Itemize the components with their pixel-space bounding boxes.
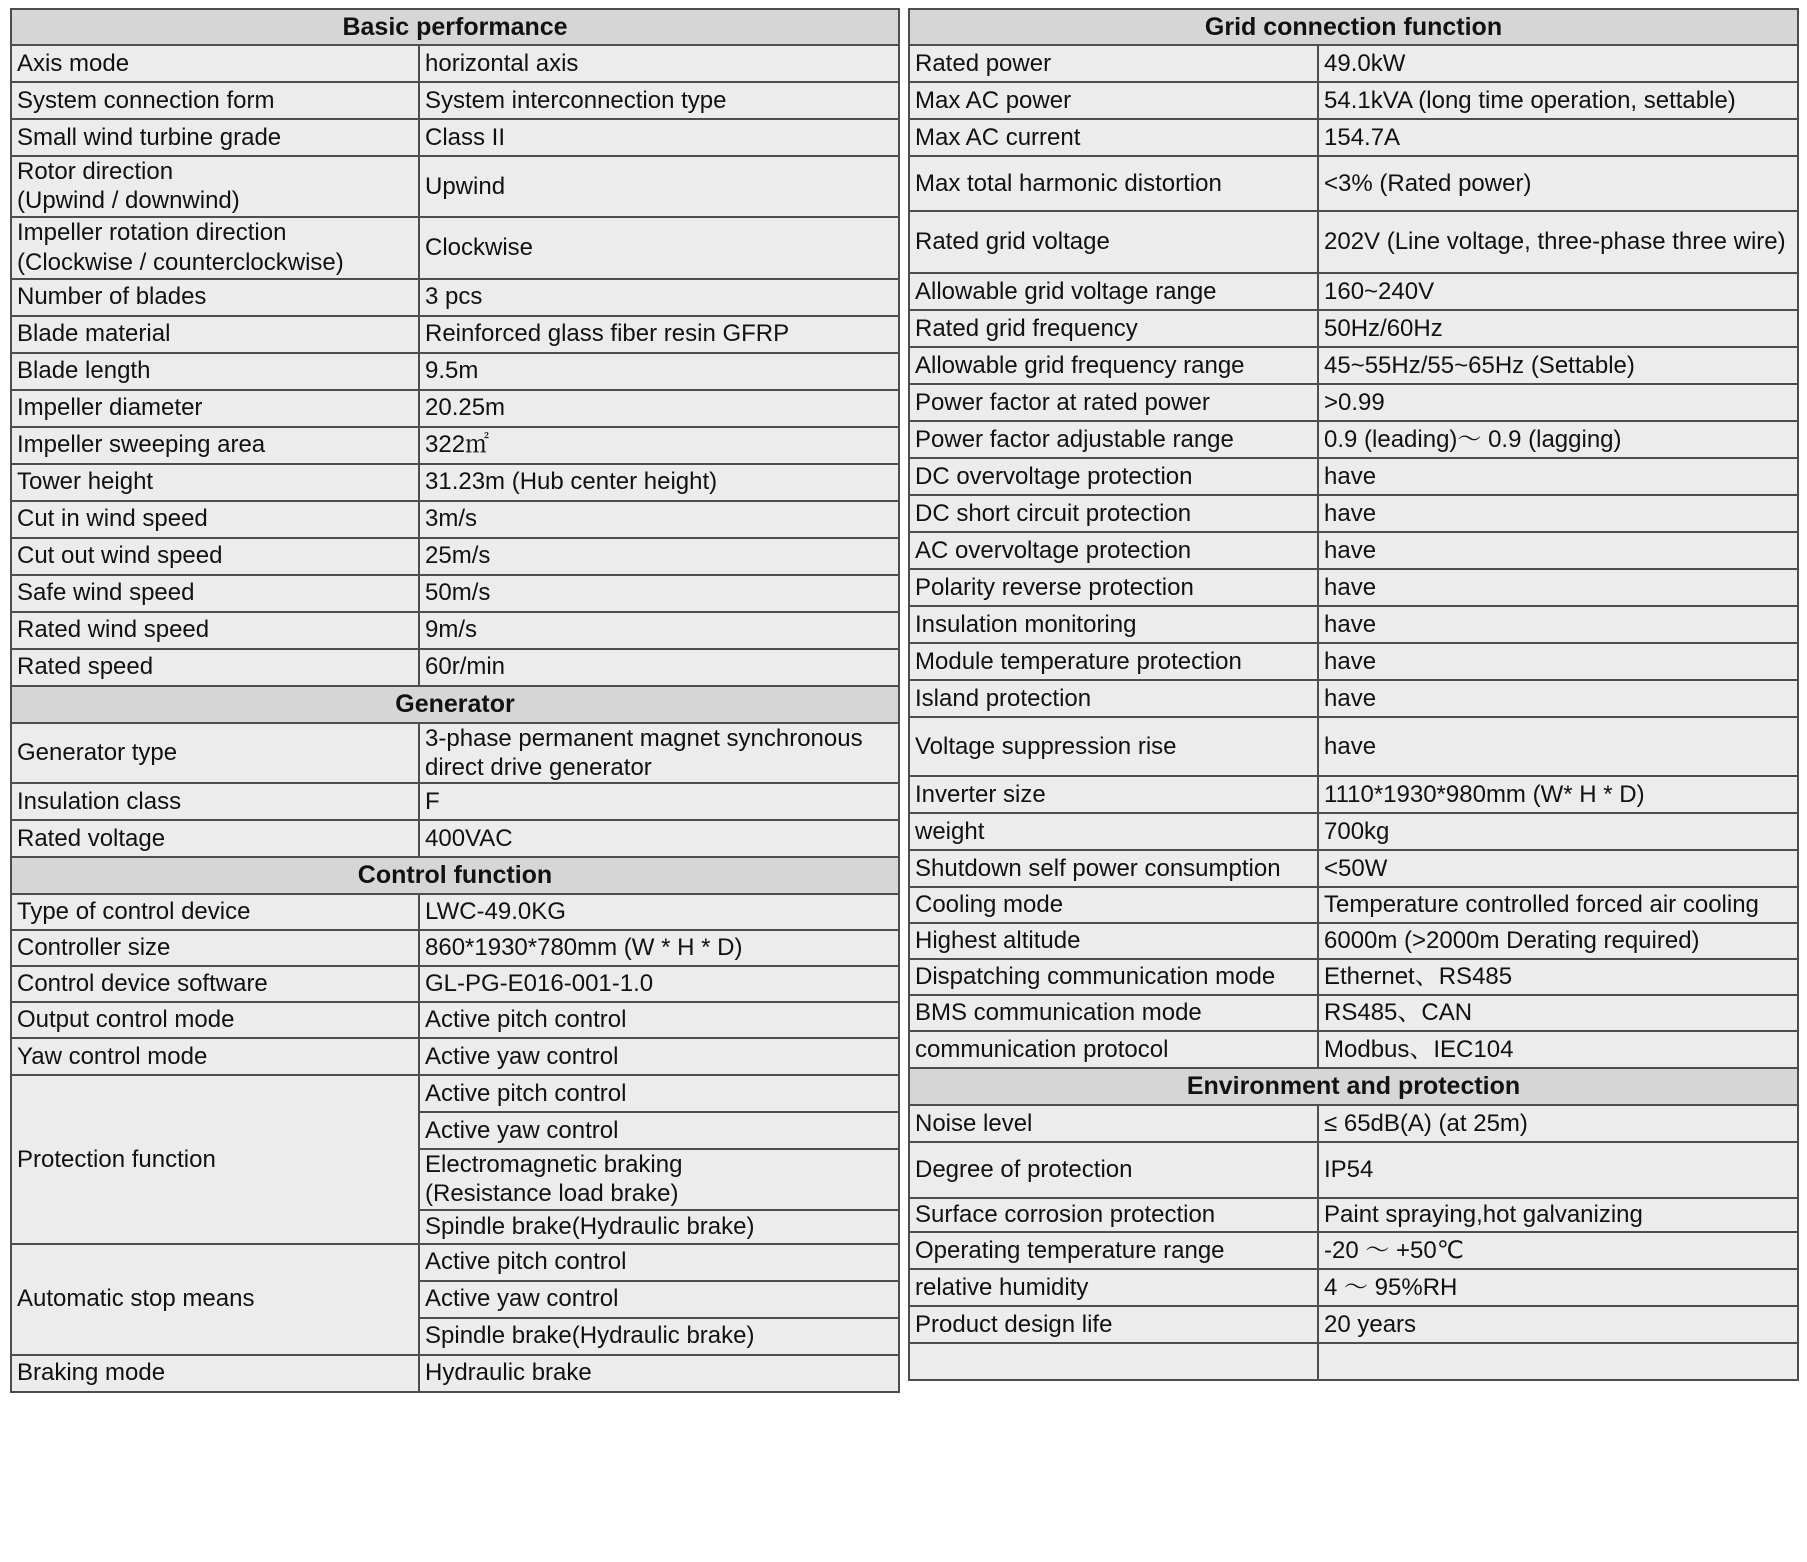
spec-label: BMS communication mode — [909, 995, 1318, 1031]
spec-value: 3 pcs — [419, 279, 899, 316]
spec-value: GL-PG-E016-001-1.0 — [419, 966, 899, 1002]
spec-label: Island protection — [909, 680, 1318, 717]
spec-value: 6000m (>2000m Derating required) — [1318, 923, 1798, 959]
spec-value: 202V (Line voltage, three-phase three wire) — [1318, 211, 1798, 273]
spec-label: Blade material — [11, 316, 419, 353]
spec-value: Active yaw control — [419, 1112, 899, 1149]
spec-label: Dispatching communication mode — [909, 959, 1318, 995]
spec-label-automatic-stop-means: Automatic stop means — [11, 1244, 419, 1355]
spec-value: have — [1318, 495, 1798, 532]
spec-label: Rated speed — [11, 649, 419, 686]
right-spec-table — [908, 8, 1799, 1381]
spec-value: IP54 — [1318, 1142, 1798, 1198]
spec-value: Active pitch control — [419, 1244, 899, 1281]
spec-value: have — [1318, 532, 1798, 569]
spec-value: Electromagnetic braking (Resistance load brake) — [419, 1149, 899, 1210]
spec-value: Class II — [419, 119, 899, 156]
spec-label: Cut out wind speed — [11, 538, 419, 575]
spec-value: Upwind — [419, 156, 899, 217]
spec-label: System connection form — [11, 82, 419, 119]
spec-label: communication protocol — [909, 1031, 1318, 1068]
spec-value: 60r/min — [419, 649, 899, 686]
spec-label: Tower height — [11, 464, 419, 501]
spec-label: Insulation monitoring — [909, 606, 1318, 643]
spec-label: Noise level — [909, 1105, 1318, 1142]
spec-label: Output control mode — [11, 1002, 419, 1038]
spec-label: Allowable grid voltage range — [909, 273, 1318, 310]
spec-value: ≤ 65dB(A) (at 25m) — [1318, 1105, 1798, 1142]
spec-value: 860*1930*780mm (W * H * D) — [419, 930, 899, 966]
spec-label: Highest altitude — [909, 923, 1318, 959]
spec-label: Type of control device — [11, 894, 419, 930]
section-title-control-function: Control function — [11, 857, 899, 894]
spec-value: 9.5m — [419, 353, 899, 390]
spec-value: have — [1318, 606, 1798, 643]
spec-label: DC short circuit protection — [909, 495, 1318, 532]
spec-value: Spindle brake(Hydraulic brake) — [419, 1210, 899, 1244]
spec-label: Impeller sweeping area — [11, 427, 419, 464]
spec-value: have — [1318, 643, 1798, 680]
spec-value: Hydraulic brake — [419, 1355, 899, 1392]
spec-value: 54.1kVA (long time operation, settable) — [1318, 82, 1798, 119]
spec-value: Temperature controlled forced air cooling — [1318, 887, 1798, 923]
spec-label: Controller size — [11, 930, 419, 966]
spec-label: Safe wind speed — [11, 575, 419, 612]
spec-label: Blade length — [11, 353, 419, 390]
spec-label: Braking mode — [11, 1355, 419, 1392]
spec-label: Voltage suppression rise — [909, 717, 1318, 776]
spec-label: Rated power — [909, 45, 1318, 82]
spec-label: Generator type — [11, 723, 419, 784]
spec-value: <3% (Rated power) — [1318, 156, 1798, 211]
section-title-generator: Generator — [11, 686, 899, 723]
spec-value: have — [1318, 680, 1798, 717]
spec-label: Inverter size — [909, 776, 1318, 813]
spec-value: System interconnection type — [419, 82, 899, 119]
spec-label-protection-function: Protection function — [11, 1075, 419, 1244]
spec-label: Rotor direction (Upwind / downwind) — [11, 156, 419, 217]
spec-value: 49.0kW — [1318, 45, 1798, 82]
spec-label: Insulation class — [11, 783, 419, 820]
spec-value: Modbus、IEC104 — [1318, 1031, 1798, 1068]
spec-value: 9m/s — [419, 612, 899, 649]
spec-value: 3-phase permanent magnet synchronous direct drive generator — [419, 723, 899, 784]
spec-label: weight — [909, 813, 1318, 850]
section-title-grid-connection: Grid connection function — [909, 9, 1798, 45]
spec-value: >0.99 — [1318, 384, 1798, 421]
spec-value: 322㎡ — [419, 427, 899, 464]
spec-value: 1110*1930*980mm (W* H * D) — [1318, 776, 1798, 813]
spec-value: 50m/s — [419, 575, 899, 612]
spec-label: Cooling mode — [909, 887, 1318, 923]
spec-label: AC overvoltage protection — [909, 532, 1318, 569]
spec-value: Reinforced glass fiber resin GFRP — [419, 316, 899, 353]
spec-label: Yaw control mode — [11, 1038, 419, 1075]
spec-value: 45~55Hz/55~65Hz (Settable) — [1318, 347, 1798, 384]
spec-label: Control device software — [11, 966, 419, 1002]
spec-label: Power factor at rated power — [909, 384, 1318, 421]
spec-value: RS485、CAN — [1318, 995, 1798, 1031]
spec-value: Active yaw control — [419, 1281, 899, 1318]
spec-label: Impeller rotation direction (Clockwise / counterclockwise) — [11, 217, 419, 279]
spec-label: Operating temperature range — [909, 1232, 1318, 1269]
spec-label: Impeller diameter — [11, 390, 419, 427]
spec-label: relative humidity — [909, 1269, 1318, 1306]
spec-value: have — [1318, 458, 1798, 495]
spec-value: Active pitch control — [419, 1002, 899, 1038]
spec-label: Rated wind speed — [11, 612, 419, 649]
spec-label: Rated grid frequency — [909, 310, 1318, 347]
spec-value: 154.7A — [1318, 119, 1798, 156]
spec-label: Cut in wind speed — [11, 501, 419, 538]
spec-value: have — [1318, 569, 1798, 606]
spec-label: DC overvoltage protection — [909, 458, 1318, 495]
spec-label: Polarity reverse protection — [909, 569, 1318, 606]
spec-label: Rated voltage — [11, 820, 419, 857]
spec-value: 20.25m — [419, 390, 899, 427]
spec-value: Active yaw control — [419, 1038, 899, 1075]
spec-label: Degree of protection — [909, 1142, 1318, 1198]
spec-label: Max AC power — [909, 82, 1318, 119]
spec-label: Product design life — [909, 1306, 1318, 1343]
spec-value: 25m/s — [419, 538, 899, 575]
spec-value: 50Hz/60Hz — [1318, 310, 1798, 347]
empty-cell — [1318, 1343, 1798, 1380]
spec-value: 0.9 (leading)～ 0.9 (lagging) — [1318, 421, 1798, 458]
spec-value: Ethernet、RS485 — [1318, 959, 1798, 995]
spec-label: Surface corrosion protection — [909, 1198, 1318, 1232]
spec-label: Module temperature protection — [909, 643, 1318, 680]
empty-cell — [909, 1343, 1318, 1380]
left-spec-table — [10, 8, 900, 1393]
spec-sheet — [10, 8, 1807, 1562]
spec-value: Active pitch control — [419, 1075, 899, 1112]
spec-value: -20 ～ +50℃ — [1318, 1232, 1798, 1269]
spec-value: 31.23m (Hub center height) — [419, 464, 899, 501]
spec-label: Allowable grid frequency range — [909, 347, 1318, 384]
spec-label: Shutdown self power consumption — [909, 850, 1318, 887]
spec-value: have — [1318, 717, 1798, 776]
spec-value: 160~240V — [1318, 273, 1798, 310]
section-title-environment: Environment and protection — [909, 1068, 1798, 1105]
spec-value: <50W — [1318, 850, 1798, 887]
spec-value: LWC-49.0KG — [419, 894, 899, 930]
spec-value: horizontal axis — [419, 45, 899, 82]
spec-label: Max total harmonic distortion — [909, 156, 1318, 211]
spec-value: Paint spraying,hot galvanizing — [1318, 1198, 1798, 1232]
spec-value: 400VAC — [419, 820, 899, 857]
spec-value: Spindle brake(Hydraulic brake) — [419, 1318, 899, 1355]
spec-value: F — [419, 783, 899, 820]
spec-label: Power factor adjustable range — [909, 421, 1318, 458]
spec-label: Number of blades — [11, 279, 419, 316]
spec-value: 4 ～ 95%RH — [1318, 1269, 1798, 1306]
spec-value: 700kg — [1318, 813, 1798, 850]
spec-label: Max AC current — [909, 119, 1318, 156]
spec-label: Axis mode — [11, 45, 419, 82]
section-title-basic-performance: Basic performance — [11, 9, 899, 45]
spec-label: Small wind turbine grade — [11, 119, 419, 156]
spec-value: 3m/s — [419, 501, 899, 538]
spec-label: Rated grid voltage — [909, 211, 1318, 273]
spec-value: Clockwise — [419, 217, 899, 279]
spec-value: 20 years — [1318, 1306, 1798, 1343]
